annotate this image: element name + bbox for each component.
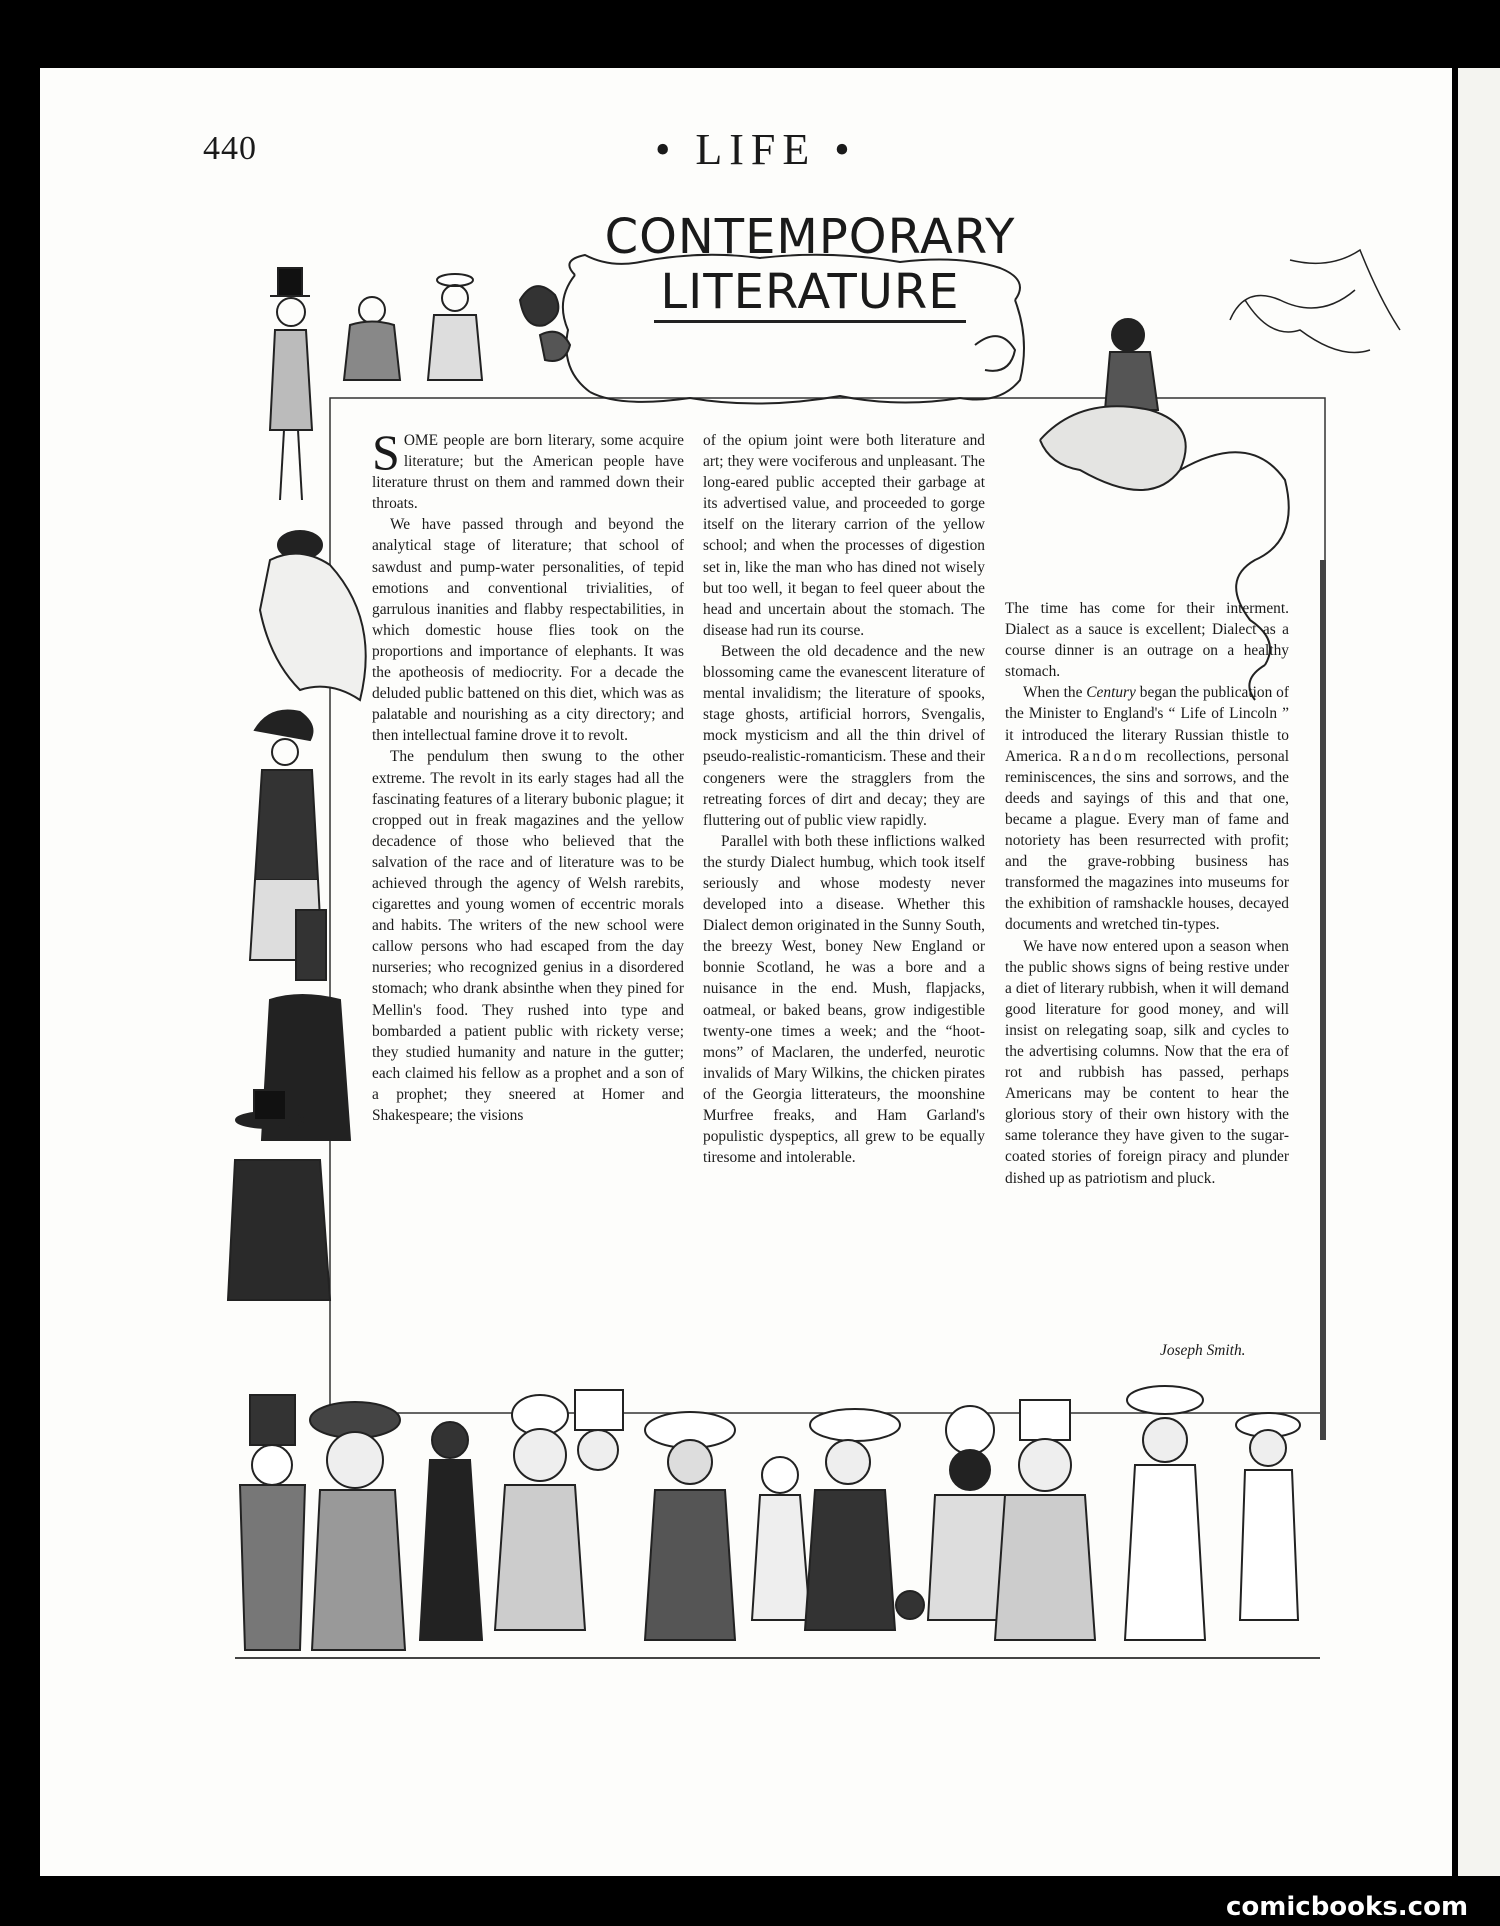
paragraph: We have now entered upon a season when the public shows signs of being restive under a diet of literary rubbish, when it will demand good literature for good money, and will insist on relegating soap, silk and cycles to the advertising columns. Now that the era of rot and rubbish has passed, perhaps Americans may be content to hear the glorious story of their own history with the same tolerance they have given to the sugar-coated stories of foreign piracy and plunder dished up as patriotism and pluck. <box>1005 937 1289 1187</box>
paragraph: The pendulum then swung to the other extreme. The revolt in its early stages had all the fascinating features of a literary bubonic plague; it cropped out in freak magazines and the yellow decadence of those who believed that the salvation of the race and of literature was to be achieved through the agency of Welsh rarebits, cigarettes and young women of eccentric morals and habits. The writers of the new school were callow persons who had escaped from the day nurseries; who recognized genius in a disordered stomach; who drank absinthe when they pined for Mellin's food. They rushed into type and bombarded a patient public with rickety verse; they studied humanity and nature in the gutter; each claimed his fellow as a prophet and a son of a prophet; they sneered at Homer and Shakespeare; the visions <box>372 748 684 1124</box>
article-title-line-2: LITERATURE <box>654 265 965 323</box>
paragraph: The time has come for their interment. Dialect as a sauce is excellent; Dialect as a course dinner is an outrage on a healthy stomach. <box>1005 600 1289 681</box>
paragraph: Parallel with both these inflictions walked the sturdy Dialect humbug, which took itself seriously and whose modesty never developed into a disease. Whether this Dialect demon originated in the Sunny South, the breezy West, boney New England or bonnie Scotland, he was a bore and a nuisance in the end. Mush, flapjacks, oatmeal, or baked beans, grow indigestible twenty-one times a week; and the “hoot-mons” of Maclaren, the underfed, neurotic invalids of Mary Wilkins, the chicken pirates of the Georgia litterateurs, the moonshine Murfree freaks, and Ham Garland's populistic dyspeptics, all grew to be equally tiresome and intolerable. <box>703 832 985 1167</box>
paragraph <box>372 424 684 514</box>
crowd-figure-6 <box>645 1412 735 1640</box>
right-figure-mermaid <box>1230 250 1400 353</box>
crowd-figure-13 <box>1236 1413 1300 1620</box>
right-border-rule <box>1320 560 1326 1440</box>
left-figure-sailor <box>428 274 482 380</box>
left-figure-hat-coat <box>228 910 350 1300</box>
crowd-figure-12 <box>1125 1386 1205 1640</box>
paragraph: We have passed through and beyond the analytical stage of literature; that school of sawdust and pump-water personalities, of tepid emotions and conventional trivialities, of garrulous inanities and flabby respectabilities, in which domestic house flies took on the proportions and importance of elephants. It was the apotheosis of mediocrity. For a decade the deluded public battened on this diet, which was as palatable and nourishing as a city directory; and then intellectual famine drove it to revolt. <box>372 516 684 745</box>
paragraph <box>1005 682 1289 935</box>
masthead-title: • LIFE • <box>655 125 857 174</box>
paragraph-text: When the <box>1023 684 1087 702</box>
paragraph-text: OME people are born literary, some acquire literature; but the American people have literature thrust on them and rammed down their throats. <box>372 432 684 513</box>
magazine-name: Century <box>1086 684 1136 702</box>
left-figure-woman <box>344 297 400 380</box>
author-signature: Joseph Smith. <box>1160 1342 1246 1359</box>
paragraph: of the opium joint were both literature and art; they were vociferous and unpleasant. The long-eared public accepted their garbage at its advertised value, and proceeded to gorge itself on the literary carrion of the yellow school; and when the processes of digestion set in, like the man who has dined not wisely but too well, it began to feel queer about the head and uncertain about the stomach. The disease had run its course. <box>703 432 985 639</box>
drop-cap: S <box>372 424 400 480</box>
site-watermark: comicbooks.com <box>1226 1892 1469 1922</box>
crowd-figure-3 <box>420 1422 482 1640</box>
text-column-2 <box>703 430 985 1168</box>
crowd-figure-4 <box>495 1395 585 1630</box>
crowd-figure-5 <box>575 1390 623 1470</box>
paragraph-text: Random <box>1069 747 1140 765</box>
article-title-line-1: CONTEMPORARY <box>604 209 1016 265</box>
left-figure-ghost <box>260 531 366 700</box>
text-column-3 <box>1005 598 1289 1189</box>
crowd-figure-8 <box>805 1409 900 1630</box>
left-figure-gentleman <box>270 268 312 500</box>
paragraph-text: recollections, personal reminiscences, the sins and sorrows, and the deeds and sayings of this and that one, became a plague. Every man of fame and notoriety has been resurrected with profit; and the grave-robbing business has transformed the magazines into museums for the exhibition of ramshackle houses, decayed documents and wretched tin-types. <box>1005 747 1289 934</box>
bottom-caricature-crowd <box>235 1386 1320 1658</box>
crowd-figure-2 <box>310 1402 405 1650</box>
paragraph-text: began the publication of the Minister to England's “ Life of Lincoln ” it introduced the literary Russian thistle to America. <box>1005 684 1289 765</box>
crowd-figure-1 <box>240 1395 305 1650</box>
crowd-figure-11 <box>995 1400 1095 1640</box>
text-column-1 <box>372 424 684 1126</box>
crowd-figure-9 <box>896 1591 924 1619</box>
crowd-figure-7 <box>752 1457 810 1620</box>
article-title <box>600 210 1020 323</box>
paragraph: Between the old decadence and the new blossoming came the evanescent literature of mental invalidism; the literature of spooks, stage ghosts, artificial horrors, Svengalis, mock mysticism and all the thin drivel of pseudo-realistic-romanticism. These and their congeners were the stragglers from the retreating forces of dirt and decay; they are fluttering out of public view rapidly. <box>703 642 985 829</box>
page-number: 440 <box>203 130 257 167</box>
